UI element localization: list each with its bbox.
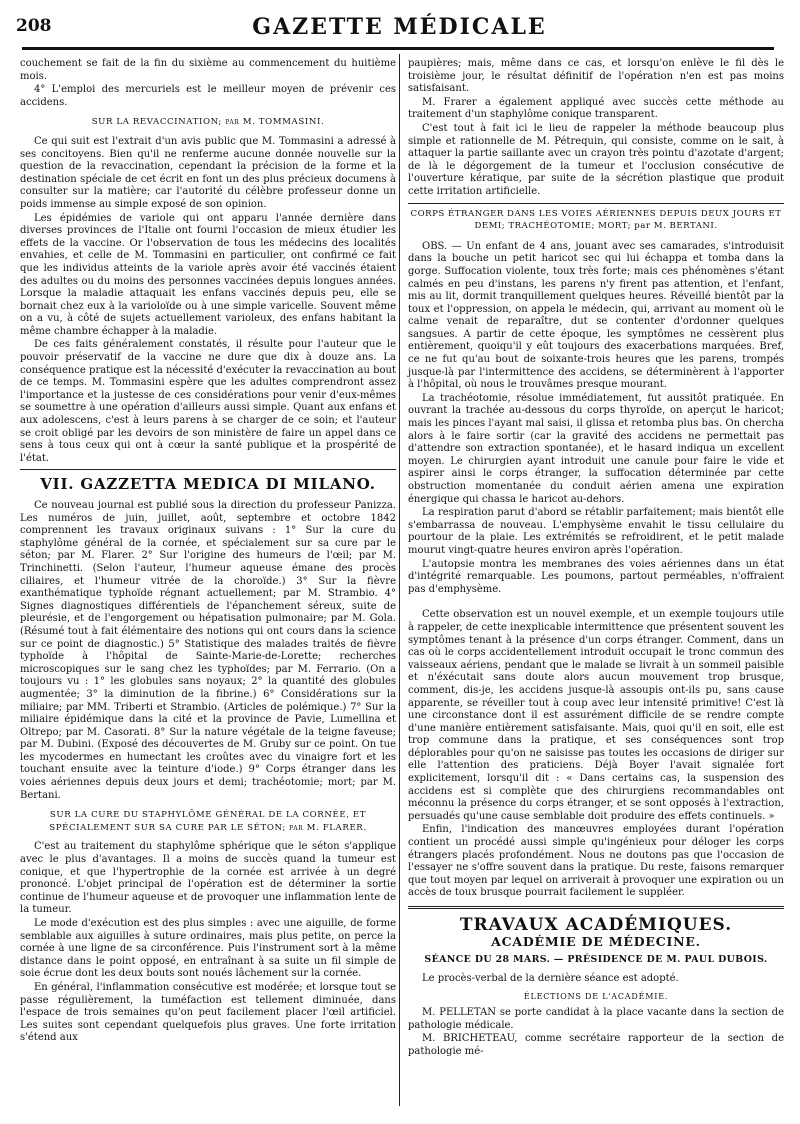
- observation-paragraph: La respiration parut d'abord se rétablir parfaitement; mais bientôt elle s'embarrassa de nouveau. L'emphysème envahit le tissu cellulaire du pourtour de la plaie. Les extrémités se refroidirent, et le petit malade mourut vingt-quatre heures environ après l'opération.: [408, 507, 784, 556]
- observation-paragraph: L'autopsie montra les membranes des voies aériennes dans un état d'intégrité remarquable. Les poumons, partout perméables, n'offraient pas d'emphysème.: [408, 558, 784, 595]
- spacer: [408, 597, 784, 609]
- section-divider: [20, 469, 396, 470]
- page-number: 208: [16, 16, 52, 36]
- journal-title: GAZETTE MÉDICALE: [252, 14, 547, 40]
- paragraph: Ce nouveau journal est publié sous la direction du professeur Panizza. Les numéros de juin, juillet, août, septembre et octobre 1842 comprennent les travaux originaux suivans : 1° Sur la cure du staphylôme général de la cornée, et spécialement sur sa cure par le séton; par M. Flarer. 2° Sur l'origine des humeurs de l'œil; par M. Trinchinetti. (Selon l'auteur, l'humeur aqueuse émane des procès ciliaires, et l'humeur vitrée de la choroïde.) 3° Sur la fièvre exanthématique typhoïde régnant actuellement; par M. Strambio. 4° Signes diagnostiques différentiels de l'épanchement séreux, suite de pleurésie, et de l'engorgement ou hépatisation pulmonaire; par M. Gola. (Résumé tout à fait élémentaire des notions qui ont cours dans la science sur ce point de diagnostic.) 5° Statistique des malades traités de fièvre typhoïde à l'hôpital de Sainte-Marie-de-Lorette; recherches microscopiques sur le sang chez les typhoïdes; par M. Ferrario. (On a toujours vu : 1° les globules sans noyaux; 2° la quantité des globules augmentée; 3° la diminution de la fibrine.) 6° Considérations sur la miliaire; par MM. Triberti et Strambio. (Articles de polémique.) 7° Sur la miliaire épidémique dans la cité et la province de Pavie, Lumellina et Oltrepo; par M. Casorati. 8° Sur la nature végétale de la teigne faveuse; par M. Dubini. (Exposé des découvertes de M. Gruby sur ce point. On tue les mycodermes en humectant les croûtes avec du vinaigre fort et les touchant ensuite avec la teinture d'iode.) 9° Corps étranger dans les voies aériennes depuis deux jours et demi; trachéotomie; mort; par M. Bertani.: [20, 500, 396, 801]
- paragraph: De ces faits généralement constatés, il résulte pour l'auteur que le pouvoir préservatif de la vaccine ne dure que dix à douze ans. La conséquence pratique est la nécessité d'exécuter la revaccination au bout de ce temps. M. Tommasini espère que les adultes comprendront assez l'importance et la justesse de ces considérations pour venir d'eux-mêmes se soumettre à une opération d'ailleurs aussi simple. Quant aux enfans et aux adolescens, c'est à leurs parens à se charger de ce soin; et l'auteur se croit obligé par les devoirs de son ministère de faire un appel dans ce sens à tous ceux qui ont à cœur la santé publique et la prospérité de l'état.: [20, 339, 396, 464]
- section-divider: [408, 906, 784, 909]
- section-divider: [408, 203, 784, 204]
- paragraph: couchement se fait de la fin du sixième au commencement du huitième mois.: [20, 58, 396, 82]
- paragraph: C'est tout à fait ici le lieu de rappeler la méthode beaucoup plus simple et rationnelle de M. Pétrequin, qui consiste, comme on le sait, à attaquer la partie saillante avec un crayon très pointu d'azotate d'argent; de là le dégorgement de la tumeur et l'occlusion consécutive de l'ouverture kératique, par suite de la sécrétion plastique que produit cette irritation artificielle.: [408, 122, 784, 197]
- article-heading: SUR LA CURE DU STAPHYLÔME GÉNÉRAL DE LA CORNÉE, ET SPÉCIALEMENT SUR SA CURE PAR LE SÉTON; par M. FLARER.: [49, 810, 367, 833]
- paragraph: Le mode d'exécution est des plus simples : avec une aiguille, de forme semblable aux aiguilles à suture ordinaires, mais plus petite, on perce la cornée à une ligne de sa circonférence. Puis l'instrument sort à la même distance dans le point opposé, en entraînant à sa suite un fil simple de soie écrue dont les deux bouts sont noués lâchement sur la cornée.: [20, 918, 396, 980]
- academy-title: TRAVAUX ACADÉMIQUES.: [459, 915, 733, 935]
- paragraph: C'est au traitement du staphylôme sphérique que le séton s'applique avec le plus d'avantages. Il a moins de succès quand la tumeur est conique, et que l'hypertrophie de la cornée est arrivée à un degré prononcé. L'objet principal de l'opération est de déterminer la sortie continue de l'humeur aqueuse et de provoquer une inflammation lente de la tumeur.: [20, 841, 396, 916]
- paragraph: paupières; mais, même dans ce cas, et lorsqu'on enlève le fil dès le troisième jour, le résultat définitif de l'opération n'en est pas moins satisfaisant.: [408, 58, 784, 95]
- elections-heading: ÉLECTIONS DE L'ACADÉMIE.: [523, 992, 669, 1002]
- left-column: [20, 58, 396, 1046]
- paragraph: 4° L'emploi des mercuriels est le meilleur moyen de prévenir ces accidens.: [20, 84, 396, 108]
- observation-paragraph: OBS. — Un enfant de 4 ans, jouant avec ses camarades, s'introduisit dans la bouche un petit haricot sec qui lui échappa et tomba dans la gorge. Suffocation violente, toux très forte; mais ces phénomènes s'étant calmés en peu d'instans, les parens n'y firent pas attention, et l'enfant, mis au lit, dormit tranquillement quelques heures. Réveillé bientôt par la toux et l'oppression, on appela le médecin, qui, arrivant au moment où le calme venait de reparaître, dut se contenter d'ordonner quelques sangsues. A partir de cette époque, les symptômes ne cessèrent plus entièrement, quoiqu'il y eût toujours des exacerbations marquées. Bref, ce ne fut qu'au bout de soixante-trois heures que les parens, trompés jusque-là par l'intermittence des accidens, se déterminèrent à l'apporter à l'hôpital, où nous le trouvâmes presque mourant.: [408, 240, 784, 391]
- article-heading: CORPS ÉTRANGER DANS LES VOIES AÉRIENNES DEPUIS DEUX JOURS ET DEMI; TRACHÉOTOMIE; MORT; par M. BERTANI.: [410, 208, 782, 232]
- right-column: [408, 58, 784, 1059]
- paragraph: M. Frarer a également appliqué avec succès cette méthode au traitement d'un staphylôme conique transparent.: [408, 96, 784, 121]
- header-rule: [22, 47, 774, 50]
- paragraph: M. BRICHETEAU, comme secrétaire rapporteur de la section de pathologie mé-: [408, 1033, 784, 1057]
- paragraph: En général, l'inflammation consécutive est modérée; et lorsque tout se passe régulièrement, la tuméfaction est tellement diminuée, dans l'espace de trois semaines qu'on peut facilement placer l'œil artificiel. Les suites sont cependant quelquefois plus graves. Une forte irritation s'étend aux: [20, 981, 396, 1044]
- paragraph: Cette observation est un nouvel exemple, et un exemple toujours utile à rappeler, de cette inexplicable intermittence que présentent souvent les symptômes tenant à la présence d'un corps étranger. Comment, dans un cas où le corps accidentellement introduit occupait le tronc commun des vaisseaux aériens, pendant que le malade se livrait à un sommeil paisible et n'éxécutait sans doute alors aucun mouvement trop brusque, comment, dis-je, les accidens jusque-là assoupis ont-ils pu, sans cause apparente, se réveiller tout à coup avec leur intensité primitive! C'est là une circonstance dont il est assurément difficile de se rendre compte d'une manière entièrement satisfaisante. Mais, quoi qu'il en soit, elle est trop commune dans la pratique, et ses conséquences sont trop déplorables pour qu'on ne saisisse pas toutes les occasions de diriger sur elle l'attention des praticiens. Déjà Boyer l'avait signalée fort explicitement, lorsqu'il dit : « Dans certains cas, la suspension des accidens est si complète que des chirurgiens recommandables ont méconnu la présence du corps étranger, et se sont opposés à l'extraction, persuadés qu'une cause semblable doit produire des effets continuels. »: [408, 609, 784, 822]
- paragraph: Les épidémies de variole qui ont apparu l'année dernière dans diverses provinces de l'Italie ont fourni l'occasion de mieux étudier les effets de la vaccine. Or l'observation de tous les médecins des localités envahies, et celle de M. Tommasini en particulier, ont confirmé ce fait que les individus atteints de la variole après avoir été vaccinés étaient des adultes ou du moins des personnes vaccinées depuis longues années. Lorsque la maladie attaquait les enfans vaccinés depuis peu, elle se bornait chez eux à la varioloïde ou à une simple varicelle. Souvent même on a vu, à côté de sujets actuellement varioleux, des enfans habitant la même chambre échapper à la maladie.: [20, 212, 396, 337]
- academy-subtitle: ACADÉMIE DE MÉDECINE.: [491, 933, 701, 949]
- paragraph: Enfin, l'indication des manœuvres employées durant l'opération contient un procédé aussi simple qu'ingénieux pour déloger les corps étrangers placés profondément. Nous ne doutons pas que l'occasion de l'essayer ne s'offre souvent dans la pratique. Du reste, faisons remarquer que tout moyen par lequel on arriverait à provoquer une expiration ou un accès de toux brusque pourrait facilement le suppléer.: [408, 824, 784, 899]
- section-title: VII. GAZZETTA MEDICA DI MILANO.: [40, 475, 376, 494]
- observation-paragraph: La trachéotomie, résolue immédiatement, fut aussitôt pratiquée. En ouvrant la trachée au-dessous du corps thyroïde, on aperçut le haricot; mais les pinces l'ayant mal saisi, il glissa et retomba plus bas. On chercha alors à le faire sortir (car la gravité des accidens ne permettait pas d'attendre son extraction spontanée), et le hasard indiqua un excellent moyen. Le chirurgien ayant introduit une canule pour faire le vide et aspirer ainsi le corps étranger, la suffocation déterminée par cette obstruction momentanée du conduit aérien amena une expiration énergique qui chassa le haricot au-dehors.: [408, 392, 784, 505]
- page-header: [12, 10, 787, 44]
- session-heading: SÉANCE DU 28 MARS. — PRÉSIDENCE DE M. PAUL DUBOIS.: [424, 954, 768, 966]
- article-heading: SUR LA REVACCINATION; par M. TOMMASINI.: [91, 117, 325, 128]
- paragraph: Ce qui suit est l'extrait d'un avis public que M. Tommasini a adressé à ses concitoyens. Bien qu'il ne renferme aucune donnée nouvelle sur la question de la revaccination, cependant la précision de la forme et la destination spéciale de cet écrit en font un des plus précieux documens à consulter sur la matière; car l'autorité du célèbre professeur donne un poids immense au simple exposé de son opinion.: [20, 135, 396, 210]
- column-divider: [399, 54, 400, 1106]
- paragraph: Le procès-verbal de la dernière séance est adopté.: [422, 972, 679, 984]
- paragraph: M. PELLETAN se porte candidat à la place vacante dans la section de pathologie médicale.: [408, 1006, 784, 1031]
